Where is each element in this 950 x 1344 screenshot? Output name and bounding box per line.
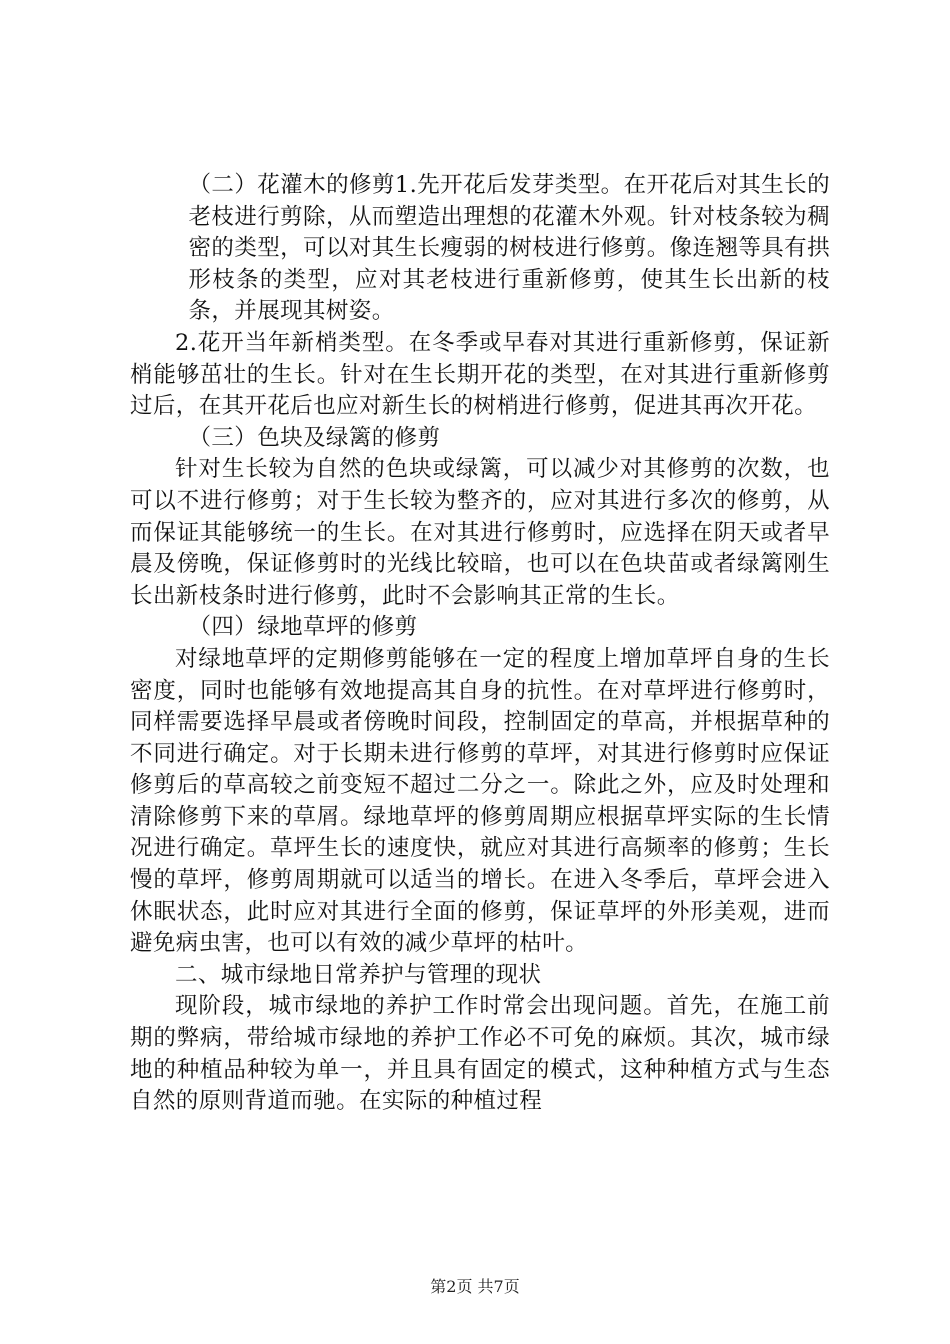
document-body	[130, 170, 830, 1118]
paragraph-current-status: 现阶段，城市绿地的养护工作时常会出现问题。首先，在施工前期的弊病，带给城市绿地的养护工作必不可免的麻烦。其次，城市绿地的种植品种较为单一，并且具有固定的模式，这种种植方式与生态自然的原则背道而驰。在实际的种植过程	[130, 993, 830, 1115]
page-number-footer: 第2页 共7页	[430, 1277, 520, 1296]
chapter-2-heading: 二、城市绿地日常养护与管理的现状	[175, 961, 542, 988]
section-4-heading: （四）绿地草坪的修剪	[188, 614, 418, 641]
paragraph-lawn-pruning: 对绿地草坪的定期修剪能够在一定的程度上增加草坪自身的生长密度，同时也能够有效地提高其自身的抗性。在对草坪进行修剪时，同样需要选择早晨或者傍晚时间段，控制固定的草高，并根据草种的不同进行确定。对于长期未进行修剪的草坪，对其进行修剪时应保证修剪后的草高较之前变短不超过二分之一。除此之外，应及时处理和清除修剪下来的草屑。绿地草坪的修剪周期应根据草坪实际的生长情况进行确定。草坪生长的速度快，就应对其进行高频率的修剪；生长慢的草坪，修剪周期就可以适当的增长。在进入冬季后，草坪会进入休眠状态，此时应对其进行全面的修剪，保证草坪的外形美观，进而避免病虫害，也可以有效的减少草坪的枯叶。	[130, 645, 830, 957]
section-3-heading: （三）色块及绿篱的修剪	[188, 424, 441, 451]
section-2-heading-paragraph: （二）花灌木的修剪1.先开花后发芽类型。在开花后对其生长的老枝进行剪除，从而塑造出理想的花灌木外观。针对枝条较为稠密的类型，可以对其生长瘦弱的树枝进行修剪。像连翘等具有拱形枝条的类型，应对其老枝进行重新修剪，使其生长出新的枝条，并展现其树姿。	[188, 172, 830, 325]
paragraph-new-shoot-type: 2.花开当年新梢类型。在冬季或早春对其进行重新修剪，保证新梢能够茁壮的生长。针对在生长期开花的类型，在对其进行重新修剪过后，在其开花后也应对新生长的树梢进行修剪，促进其再次开花。	[130, 329, 830, 420]
paragraph-hedge-pruning: 针对生长较为自然的色块或绿篱，可以减少对其修剪的次数，也可以不进行修剪；对于生长较为整齐的，应对其进行多次的修剪，从而保证其能够统一的生长。在对其进行修剪时，应选择在阴天或者早晨及傍晚，保证修剪时的光线比较暗，也可以在色块苗或者绿篱刚生长出新枝条时进行修剪，此时不会影响其正常的生长。	[130, 456, 830, 609]
